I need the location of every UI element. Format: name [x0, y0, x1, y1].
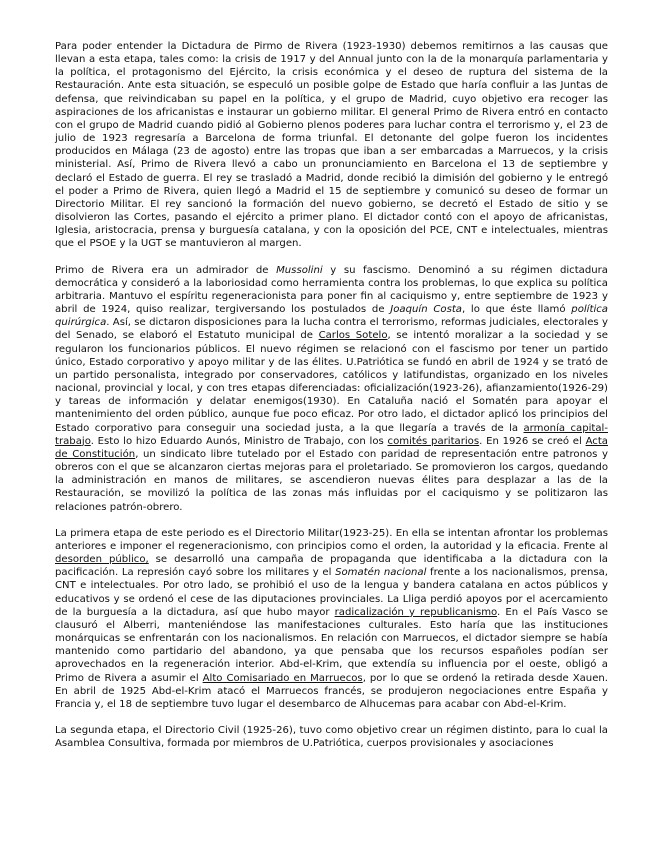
underlined-term: comités paritarios	[387, 435, 480, 447]
text-run: . En 1926 se creó el	[479, 435, 586, 447]
text-run: y su fascismo. Denominó a su régimen dictadura democrática y consideró a la laboriosidad como herramienta contra los problemas, lo que explica su política arbitraria. Mantuvo el espíritu regeneracionista para poner fin al caciquismo y, entre septiembre de 1923 y abril de 1924, quiso realizar, tergiversando los postulados de	[55, 264, 608, 316]
text-run: . En el País Vasco se clausuró el Alberri, manteniéndose las manifestaciones culturales. Esto haría que las instituciones monárquicas se enfrentarán con los nacionalismos. En relación con Marruecos, el dictador siempre se había mantenido como partidario del abandono, ya que pensaba que los recursos españoles podían ser aprovechados en la regeneración interior. Abd-el-Krim, que extendía su influencia por el oeste, obligó a Primo de Rivera a asumir el	[55, 606, 608, 684]
text-run: , se intentó moralizar a la sociedad y se regularon los funcionarios públicos. El nuevo régimen se relacionó con el fascismo por tener un partido único, Estado corporativo y apoyo militar y de las élites. U.Patriótica se fundó en abril de 1924 y se trató de un partido personalista, integrado por conservadores, católicos y latifundistas, organizado en los niveles nacional, provincial y local, y con tres etapas diferenciadas: oficialización(1923-26), afianzamiento(1926-29) y tareas de información y delatar enemigos(1930). En Cataluña nació el Somatén para apoyar el mantenimiento del orden público, aunque fue poco eficaz. Por otro lado, el dictador aplicó los principios del Estado corporativo para conseguir una sociedad justa, a la que llegaría a través de la	[55, 330, 608, 434]
text-run: La primera etapa de este periodo es el Directorio Militar(1923-25). En ella se intentan afrontar los problemas anteriores e imponer el regeneracionismo, con principios como el orden, la autoridad y la eficacia. Frente al	[55, 527, 608, 552]
text-run: La segunda etapa, el Directorio Civil (1925-26), tuvo como objetivo crear un régimen distinto, para lo cual la Asamblea Consultiva, formada por miembros de U.Patriótica, cuerpos provisionales y asociaciones	[55, 725, 608, 750]
italic-term: Joaquín Costa	[390, 304, 462, 316]
text-run: se desarrolló una campaña de propaganda que identificaba a la dictadura con la pacificación. La represión cayó sobre los militares y el	[55, 554, 608, 579]
underlined-term: Acta de Constitución	[55, 435, 608, 460]
text-run: , lo que éste llamó	[461, 304, 572, 316]
italic-term: Mussolini	[276, 264, 323, 276]
underlined-term: armonía capital- trabajo	[55, 422, 608, 447]
italic-term: Somatén nacional	[335, 567, 427, 579]
text-run: . Esto lo hizo Eduardo Aunós, Ministro de Trabajo, con los	[90, 435, 388, 447]
text-run: frente a los nacionalismos, prensa, CNT e intelectuales. Por otro lado, se prohibió el uso de la lengua y bandera catalana en actos públicos y educativos y se ordenó el cese de las diputaciones provinciales. La Lliga perdió apoyos por el acercamiento de la burguesía a la dictadura, así que hubo mayor	[55, 567, 608, 618]
underlined-term: Alto Comisariado en Marruecos	[202, 672, 363, 684]
text-run: Primo de Rivera era un admirador de	[55, 264, 277, 276]
text-run: Para poder entender la Dictadura de Pirmo de Rivera (1923-1930) debemos remitirnos a las causas que llevan a esta etapa, tales como: la crisis de 1917 y del Annual junto con la de la monarquía parlamentaria y la política, el protagonismo del Ejército, la crisis económica y el deseo de ruptura del sistema de la Restauración. Ante esta situación, se especuló un posible golpe de Estado que haría confluir a las Juntas de defensa, que reivindicaban su papel en la política, y el grupo de Madrid, cuyo objetivo era recoger las aspiraciones de los africanistas e instaurar un gobierno militar. El general Primo de Rivera entró en contacto con el grupo de Madrid cuando pidió al Gobierno plenos poderes para luchar contra el terrorismo y, el 23 de julio de 1923 regresaría a Barcelona de forma triunfal. El detonante del golpe fueron los incidentes producidos en Málaga (23 de agosto) entre las tropas que iban a ser embarcadas a Marruecos, y la crisis ministerial. Así, Primo de Rivera llevó a cabo un pronunciamiento en Barcelona el 13 de septiembre y declaró el Estado de guerra. El rey se trasladó a Madrid, donde recibió la dimisión del gobierno y le entregó el poder a Primo de Rivera, quien llegó a Madrid el 15 de septiembre y comunicó su deseo de formar un Directorio Militar. El rey sancionó la formación del nuevo gobierno, se decretó el Estado de sitio y se disolvieron las Cortes, pasando el ejército a primer plano. El dictador contó con el apoyo de africanistas, Iglesia, aristocracia, prensa y burguesía catalana, y con la oposición del PCE, CNT e intelectuales, mientras que el PSOE y la UGT se mantuvieron al margen.	[55, 41, 608, 250]
text-run: , por lo que se ordenó la retirada desde Xauen. En abril de 1925 Abd-el-Krim atacó el Marruecos francés, se produjeron negociaciones entre España y Francia y, el 18 de septiembre tuvo lugar el desembarco de Alhucemas para acabar con Abd-el-Krim.	[55, 672, 609, 710]
text-run: . Así, se dictaron disposiciones para la lucha contra el terrorismo, reformas judiciales, electorales y del Senado, se elaboró el Estatuto municipal de	[55, 317, 608, 342]
text-run: , un sindicato libre tutelado por el Estado con paridad de representación entre patronos y obreros con el que se alcanzaron ciertas mejoras para el proletariado. Se promovieron los cargos, quedando la administración en manos de militares, se ascendieron nuevas élites para desplazar a las de la Restauración, se movilizó la política de las zonas más influidas por el caciquismo y se politizaron las relaciones patrón-obrero.	[55, 448, 609, 513]
underlined-term: desorden público,	[55, 554, 149, 566]
paragraph	[55, 527, 608, 711]
paragraph	[55, 264, 608, 514]
paragraph	[55, 40, 608, 251]
underlined-term: radicalización y republicanismo	[334, 606, 498, 618]
italic-term: política quirúrgica	[55, 304, 608, 329]
paragraph	[55, 724, 608, 750]
underlined-term: Carlos Sotelo	[318, 330, 388, 342]
document-body	[55, 40, 608, 751]
